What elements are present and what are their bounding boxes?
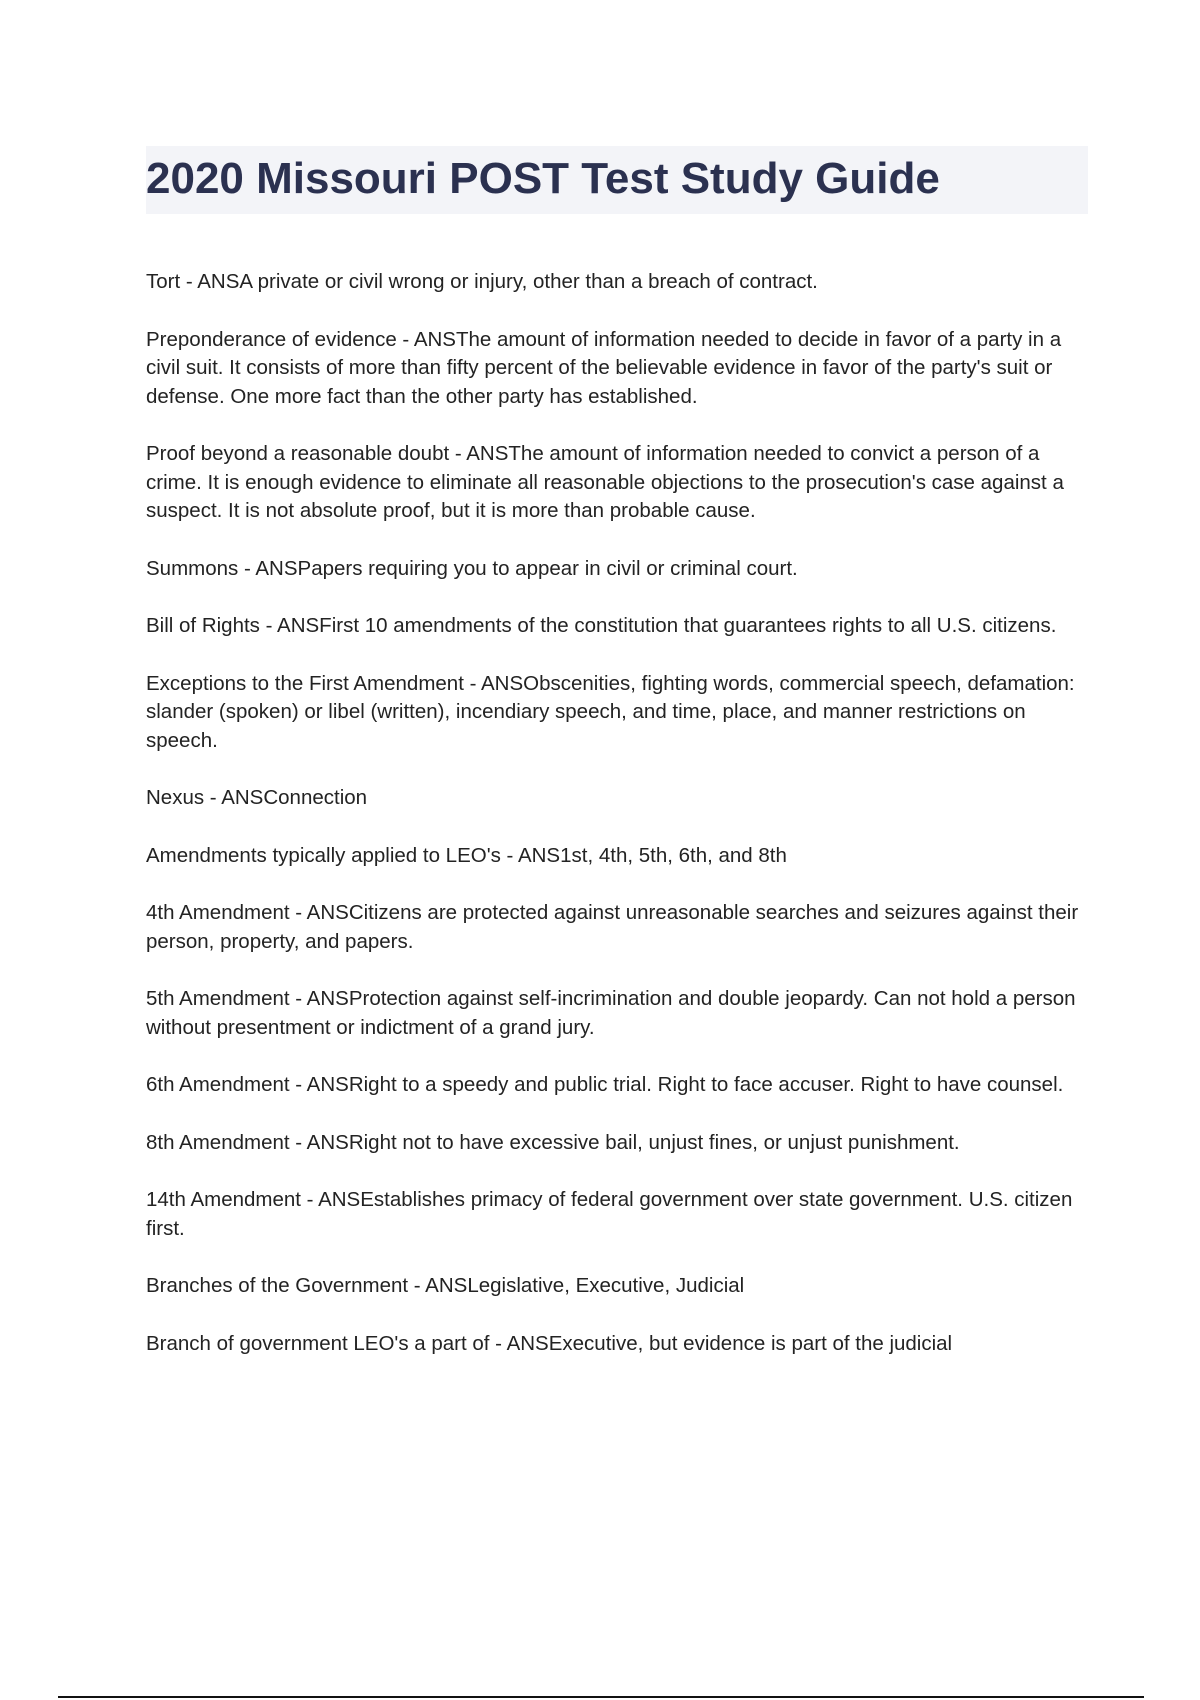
study-entry: Branches of the Government - ANSLegislative, Executive, Judicial bbox=[146, 1274, 745, 1297]
study-entry: 4th Amendment - ANSCitizens are protected against unreasonable searches and seizures against their person, property, and papers. bbox=[146, 901, 1079, 953]
study-entry: Exceptions to the First Amendment - ANSObscenities, fighting words, commercial speech, defamation: slander (spoken) or libel (written), incendiary speech, and time, place, and manner restrictions on speech. bbox=[146, 671, 1075, 752]
study-entries bbox=[146, 268, 1091, 1387]
study-entry: Proof beyond a reasonable doubt - ANSThe amount of information needed to convict a person of a crime. It is enough evidence to eliminate all reasonable objections to the prosecution's case against a suspect. It is not absolute proof, but it is more than probable cause. bbox=[146, 442, 1064, 522]
study-entry: 8th Amendment - ANSRight not to have excessive bail, unjust fines, or unjust punishment. bbox=[146, 1130, 960, 1154]
footer-divider bbox=[58, 1696, 1144, 1698]
study-entry: Summons - ANSPapers requiring you to appear in civil or criminal court. bbox=[146, 556, 798, 580]
study-entry: Preponderance of evidence - ANSThe amount of information needed to decide in favor of a party in a civil suit. It consists of more than fifty percent of the believable evidence in favor of the party's suit or defense. One more fact than the other party has established. bbox=[146, 327, 1062, 408]
page-title: 2020 Missouri POST Test Study Guide bbox=[146, 154, 940, 203]
study-entry: 5th Amendment - ANSProtection against self-incrimination and double jeopardy. Can not hold a person without presentment or indictment of a grand jury. bbox=[146, 987, 1076, 1039]
title-banner bbox=[146, 146, 1088, 214]
study-entry: 14th Amendment - ANSEstablishes primacy of federal government over state government. U.S. citizen first. bbox=[146, 1188, 1073, 1240]
study-entry: Branch of government LEO's a part of - ANSExecutive, but evidence is part of the judicial bbox=[146, 1331, 953, 1355]
study-entry: Nexus - ANSConnection bbox=[146, 786, 368, 809]
study-entry: Tort - ANSA private or civil wrong or injury, other than a breach of contract. bbox=[146, 270, 818, 293]
study-entry: 6th Amendment - ANSRight to a speedy and public trial. Right to face accuser. Right to have counsel. bbox=[146, 1073, 1064, 1096]
study-entry: Bill of Rights - ANSFirst 10 amendments of the constitution that guarantees rights to all U.S. citizens. bbox=[146, 614, 1057, 637]
study-entry: Amendments typically applied to LEO's - ANS1st, 4th, 5th, 6th, and 8th bbox=[146, 843, 787, 867]
